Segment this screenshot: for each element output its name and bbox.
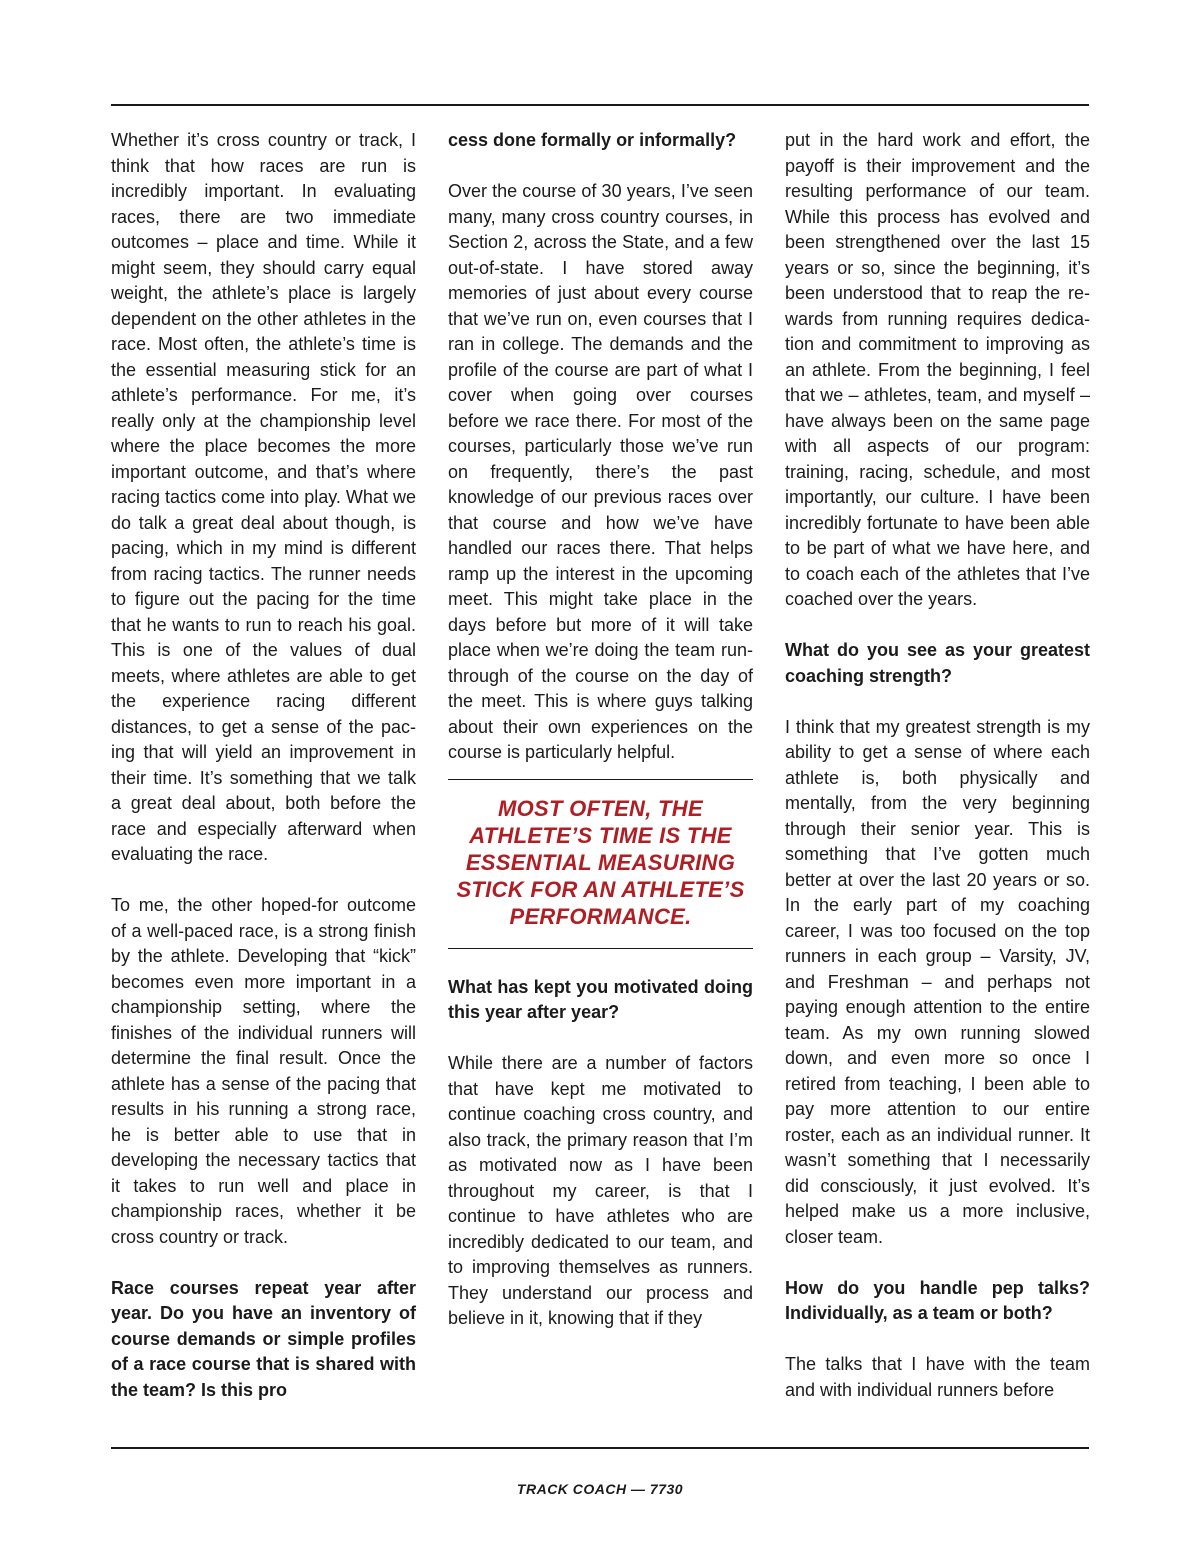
pull-quote: MOST OFTEN, THE ATHLETE’S TIME IS THE ESSENTIAL MEASURING STICK FOR AN ATHLETE’S PERFORMANCE. (448, 779, 753, 949)
column-2 (448, 128, 753, 1332)
column-1 (111, 128, 416, 1403)
question-heading: What has kept you motivated doing this year after year? (448, 976, 753, 1022)
column-3 (785, 128, 1090, 1403)
question-heading: Race courses repeat year after year. Do you have an inventory of course demands or simple profiles of a race course that is shared with the team? Is this pro (111, 1277, 416, 1400)
bottom-rule (111, 1447, 1089, 1449)
paragraph: To me, the other hoped-for outcome of a well-paced race, is a strong finish by the athlete. Developing that “kick” becomes even more important in a championship setting, where the finishes of the individual runners will determine the final result. Once the athlete has a sense of the pacing that results in his running a strong race, he is better able to use that in developing the necessary tactics that it takes to run well and place in championship races, whether it be cross country or track. (111, 895, 416, 1247)
paragraph: I think that my greatest strength is my ability to get a sense of where each athlete is, both physically and mentally, from the very beginning through their senior year. This is something that I’ve gotten much better at over the last 20 years or so. In the early part of my coaching career, I was too focused on the top runners in each group – Varsity, JV, and Freshman – and perhaps not paying enough attention to the entire team. As my own running slowed down, and even more so once I retired from teaching, I been able to pay more attention to our entire roster, each as an individual runner. It wasn’t something that I necessarily did consciously, it just evolved. It’s helped make us a more inclusive, closer team. (785, 716, 1090, 1247)
paragraph: Over the course of 30 years, I’ve seen many, many cross country courses, in Section 2, across the State, and a few out-of-state. I have stored away memories of just about every course that we’ve run on, even courses that I ran in college. The demands and the profile of the course are part of what I cover when going over courses before we race there. For most of the courses, particularly those we’ve run on frequently, there’s the past knowledge of our previous races over that course and how we’ve have handled our races there. That helps ramp up the interest in the upcoming meet. This might take place in the days before but more of it will take place when we’re doing the team run-through of the course on the day of the meet. This is where guys talking about their own experiences on the course is particularly helpful. (448, 181, 753, 762)
top-rule (111, 104, 1089, 106)
question-heading: What do you see as your greatest coaching strength? (785, 640, 1090, 686)
question-heading-continued: cess done formally or informally? (448, 130, 737, 150)
paragraph: The talks that I have with the team and with individual runners before (785, 1354, 1090, 1400)
page-footer: TRACK COACH — 7730 (516, 1481, 684, 1497)
paragraph: While there are a number of factors that have kept me motivated to continue coaching cross country, and also track, the primary reason that I’m as motivated now as I have been throughout my career, is that I continue to have athletes who are incredibly dedicated to our team, and to improving themselves as runners. They understand our process and believe in it, knowing that if they (448, 1053, 753, 1328)
paragraph: Whether it’s cross country or track, I think that how races are run is incredibly important. In evaluating races, there are two immediate outcomes – place and time. While it might seem, they should carry equal weight, the athlete’s place is largely dependent on the other athletes in the race. Most often, the athlete’s time is the essential measuring stick for an athlete’s performance. For me, it’s really only at the championship level where the place becomes the more important outcome, and that’s where racing tactics come into play. What we do talk a great deal about though, is pacing, which in my mind is different from racing tactics. The runner needs to figure out the pacing for the time that he wants to run to reach his goal. This is one of the values of dual meets, where athletes are able to get the experience racing different distances, to get a sense of the pacing that will yield an improvement in their time. It’s something that we talk a great deal about, both before the race and especially afterward when evaluating the race. (111, 130, 416, 864)
paragraph: put in the hard work and effort, the payoff is their improvement and the resulting performance of our team. While this process has evolved and been strengthened over the last 15 years or so, since the beginning, it’s been understood that to reap the rewards from running requires dedication and commitment to improving as an athlete. From the beginning, I feel that we – athletes, team, and myself – have always been on the same page with all aspects of our program: training, racing, schedule, and most importantly, our culture. I have been incredibly fortunate to have been able to be part of what we have here, and to coach each of the athletes that I’ve coached over the years. (785, 130, 1090, 609)
question-heading: How do you handle pep talks? Individually, as a team or both? (785, 1277, 1090, 1323)
